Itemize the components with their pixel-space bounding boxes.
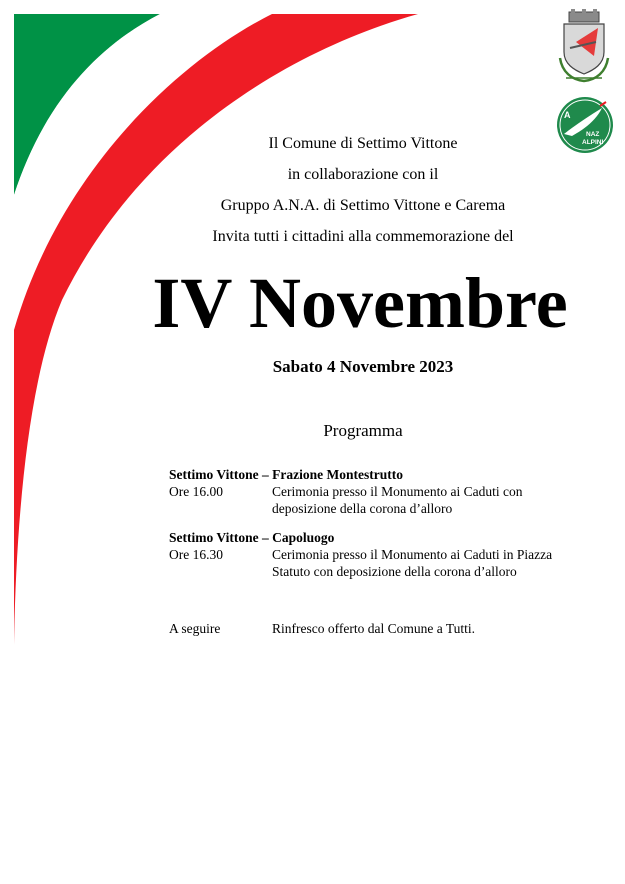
program-item-description bbox=[272, 546, 609, 580]
intro-line-1: Il Comune di Settimo Vittone bbox=[268, 135, 458, 152]
program-item-time: Ore 16.30 bbox=[169, 547, 223, 562]
program-item bbox=[169, 529, 609, 580]
program-item-desc-line-2: Statuto con deposizione della corona d’alloro bbox=[272, 564, 517, 579]
event-date: Sabato 4 Novembre 2023 bbox=[272, 357, 454, 376]
municipal-coat-of-arms-icon bbox=[556, 8, 612, 84]
intro-block bbox=[160, 128, 566, 252]
followup-label: A seguire bbox=[169, 621, 221, 636]
program-item-desc-line-1: Cerimonia presso il Monumento ai Caduti in Piazza bbox=[272, 547, 553, 562]
program-list bbox=[169, 466, 609, 592]
program-item bbox=[169, 466, 609, 517]
svg-text:NAZ: NAZ bbox=[586, 131, 600, 138]
intro-line-2: in collaborazione con il bbox=[287, 166, 439, 183]
event-headline: IV Novembre bbox=[152, 263, 568, 343]
program-item-location: Settimo Vittone – Capoluogo bbox=[169, 530, 335, 545]
svg-text:A: A bbox=[564, 110, 571, 120]
program-item-time: Ore 16.00 bbox=[169, 484, 223, 499]
program-item-location: Settimo Vittone – Frazione Montestrutto bbox=[169, 467, 403, 482]
program-item-desc-line-1: Cerimonia presso il Monumento ai Caduti con bbox=[272, 484, 523, 499]
intro-line-4: Invita tutti i cittadini alla commemorazione del bbox=[212, 228, 514, 245]
program-title: Programma bbox=[323, 421, 403, 440]
program-item-description bbox=[272, 483, 609, 517]
program-item-desc-line-2: deposizione della corona d’alloro bbox=[272, 501, 453, 516]
svg-text:ALPINI: ALPINI bbox=[582, 139, 604, 146]
intro-line-3: Gruppo A.N.A. di Settimo Vittone e Carema bbox=[220, 197, 506, 214]
followup-row bbox=[169, 620, 609, 637]
followup-text: Rinfresco offerto dal Comune a Tutti. bbox=[272, 621, 475, 636]
